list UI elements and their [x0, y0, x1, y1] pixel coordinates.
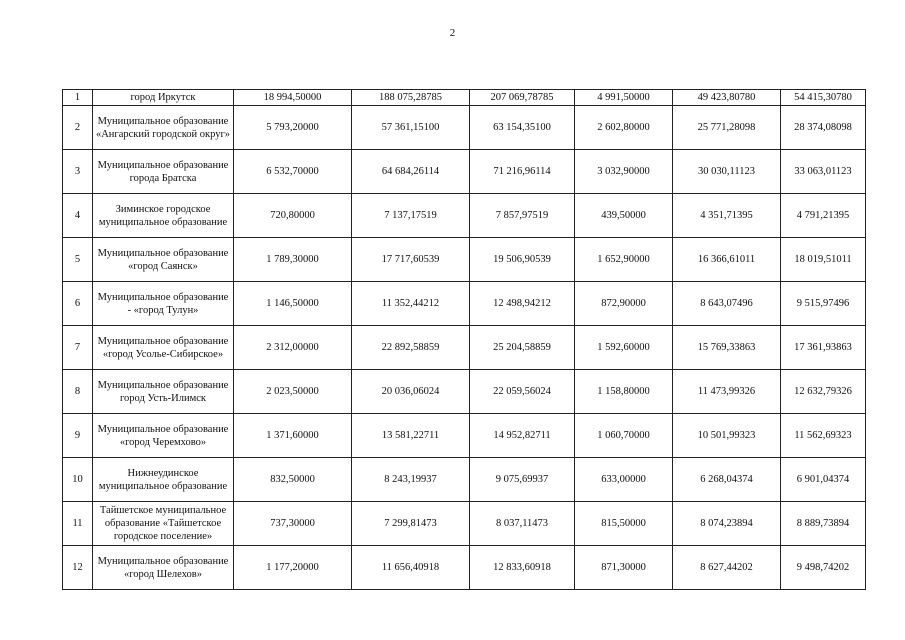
value-cell: 7 137,17519	[352, 194, 470, 238]
value-cell: 11 352,44212	[352, 282, 470, 326]
table-row	[63, 326, 866, 370]
value-cell: 188 075,28785	[352, 90, 470, 106]
value-cell: 16 366,61011	[673, 238, 781, 282]
row-number-cell: 8	[63, 370, 93, 414]
value-cell: 1 146,50000	[234, 282, 352, 326]
value-cell: 63 154,35100	[470, 106, 575, 150]
value-cell: 64 684,26114	[352, 150, 470, 194]
row-number-cell: 10	[63, 458, 93, 502]
value-cell: 832,50000	[234, 458, 352, 502]
value-cell: 4 351,71395	[673, 194, 781, 238]
value-cell: 1 060,70000	[575, 414, 673, 458]
value-cell: 12 833,60918	[470, 546, 575, 590]
row-number-cell: 6	[63, 282, 93, 326]
value-cell: 815,50000	[575, 502, 673, 546]
value-cell: 57 361,15100	[352, 106, 470, 150]
value-cell: 633,00000	[575, 458, 673, 502]
value-cell: 17 361,93863	[781, 326, 866, 370]
table-row	[63, 546, 866, 590]
value-cell: 9 075,69937	[470, 458, 575, 502]
municipality-name-cell: Муниципальное образование город Усть-Илимск	[93, 370, 234, 414]
value-cell: 17 717,60539	[352, 238, 470, 282]
municipality-name-cell: Нижнеудинское муниципальное образование	[93, 458, 234, 502]
row-number-cell: 5	[63, 238, 93, 282]
table-row	[63, 458, 866, 502]
row-number-cell: 9	[63, 414, 93, 458]
table-row	[63, 90, 866, 106]
value-cell: 12 498,94212	[470, 282, 575, 326]
value-cell: 25 204,58859	[470, 326, 575, 370]
value-cell: 30 030,11123	[673, 150, 781, 194]
table-row	[63, 150, 866, 194]
row-number-cell: 3	[63, 150, 93, 194]
value-cell: 22 059,56024	[470, 370, 575, 414]
value-cell: 7 299,81473	[352, 502, 470, 546]
value-cell: 8 627,44202	[673, 546, 781, 590]
value-cell: 8 037,11473	[470, 502, 575, 546]
value-cell: 22 892,58859	[352, 326, 470, 370]
value-cell: 3 032,90000	[575, 150, 673, 194]
value-cell: 19 506,90539	[470, 238, 575, 282]
table-row	[63, 238, 866, 282]
municipality-name-cell: город Иркутск	[93, 90, 234, 106]
value-cell: 13 581,22711	[352, 414, 470, 458]
value-cell: 11 562,69323	[781, 414, 866, 458]
value-cell: 720,80000	[234, 194, 352, 238]
page-number: 2	[449, 27, 456, 39]
value-cell: 11 656,40918	[352, 546, 470, 590]
row-number-cell: 1	[63, 90, 93, 106]
municipality-name-cell: Муниципальное образование «Ангарский городской округ»	[93, 106, 234, 150]
municipality-name-cell: Муниципальное образование - «город Тулун»	[93, 282, 234, 326]
row-number-cell: 7	[63, 326, 93, 370]
table-row	[63, 502, 866, 546]
table-row	[63, 194, 866, 238]
value-cell: 2 023,50000	[234, 370, 352, 414]
value-cell: 14 952,82711	[470, 414, 575, 458]
value-cell: 18 019,51011	[781, 238, 866, 282]
value-cell: 9 515,97496	[781, 282, 866, 326]
value-cell: 1 177,20000	[234, 546, 352, 590]
municipality-name-cell: Муниципальное образование города Братска	[93, 150, 234, 194]
value-cell: 1 652,90000	[575, 238, 673, 282]
value-cell: 5 793,20000	[234, 106, 352, 150]
value-cell: 207 069,78785	[470, 90, 575, 106]
value-cell: 6 532,70000	[234, 150, 352, 194]
value-cell: 11 473,99326	[673, 370, 781, 414]
value-cell: 4 791,21395	[781, 194, 866, 238]
table-row	[63, 414, 866, 458]
row-number-cell: 4	[63, 194, 93, 238]
value-cell: 1 371,60000	[234, 414, 352, 458]
subsidy-table	[62, 89, 866, 590]
value-cell: 33 063,01123	[781, 150, 866, 194]
value-cell: 71 216,96114	[470, 150, 575, 194]
municipality-name-cell: Муниципальное образование «город Усолье-Сибирское»	[93, 326, 234, 370]
value-cell: 6 268,04374	[673, 458, 781, 502]
value-cell: 871,30000	[575, 546, 673, 590]
row-number-cell: 2	[63, 106, 93, 150]
municipality-name-cell: Муниципальное образование «город Шелехов»	[93, 546, 234, 590]
value-cell: 1 158,80000	[575, 370, 673, 414]
value-cell: 20 036,06024	[352, 370, 470, 414]
value-cell: 7 857,97519	[470, 194, 575, 238]
value-cell: 8 243,19937	[352, 458, 470, 502]
table-row	[63, 282, 866, 326]
value-cell: 6 901,04374	[781, 458, 866, 502]
row-number-cell: 11	[63, 502, 93, 546]
value-cell: 9 498,74202	[781, 546, 866, 590]
municipality-name-cell: Зиминское городское муниципальное образование	[93, 194, 234, 238]
value-cell: 15 769,33863	[673, 326, 781, 370]
table-row	[63, 370, 866, 414]
value-cell: 12 632,79326	[781, 370, 866, 414]
value-cell: 49 423,80780	[673, 90, 781, 106]
table-row	[63, 106, 866, 150]
value-cell: 1 789,30000	[234, 238, 352, 282]
value-cell: 10 501,99323	[673, 414, 781, 458]
municipality-name-cell: Тайшетское муниципальное образование «Тайшетское городское поселение»	[93, 502, 234, 546]
value-cell: 1 592,60000	[575, 326, 673, 370]
value-cell: 2 312,00000	[234, 326, 352, 370]
value-cell: 8 889,73894	[781, 502, 866, 546]
value-cell: 872,90000	[575, 282, 673, 326]
value-cell: 18 994,50000	[234, 90, 352, 106]
value-cell: 439,50000	[575, 194, 673, 238]
row-number-cell: 12	[63, 546, 93, 590]
value-cell: 25 771,28098	[673, 106, 781, 150]
municipality-name-cell: Муниципальное образование «город Саянск»	[93, 238, 234, 282]
value-cell: 28 374,08098	[781, 106, 866, 150]
value-cell: 8 074,23894	[673, 502, 781, 546]
municipality-name-cell: Муниципальное образование «город Черемхово»	[93, 414, 234, 458]
value-cell: 8 643,07496	[673, 282, 781, 326]
value-cell: 4 991,50000	[575, 90, 673, 106]
value-cell: 737,30000	[234, 502, 352, 546]
value-cell: 2 602,80000	[575, 106, 673, 150]
value-cell: 54 415,30780	[781, 90, 866, 106]
